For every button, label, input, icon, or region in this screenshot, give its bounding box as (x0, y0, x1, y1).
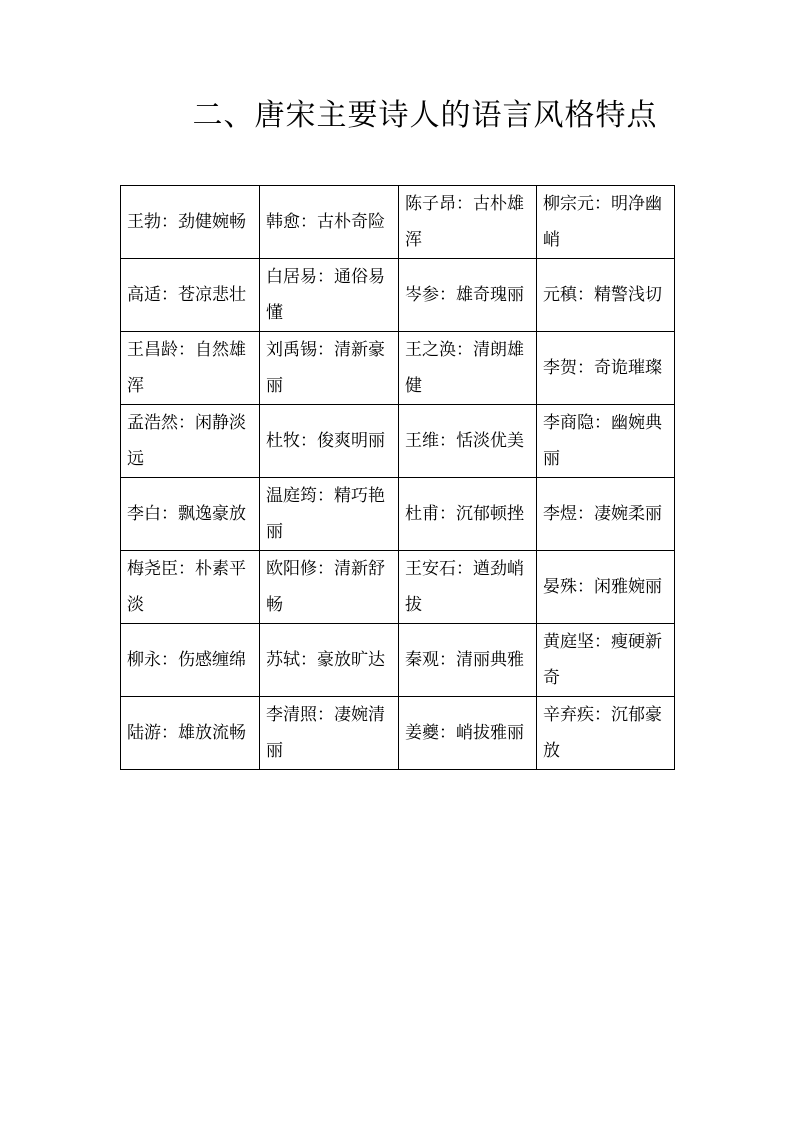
table-row (121, 259, 675, 332)
table-cell: 姜夔：峭拔雅丽 (399, 697, 537, 770)
table-cell: 岑参：雄奇瑰丽 (399, 259, 537, 332)
table-cell: 孟浩然：闲静淡远 (121, 405, 260, 478)
table-cell: 晏殊：闲雅婉丽 (537, 551, 675, 624)
table-cell: 高适：苍凉悲壮 (121, 259, 260, 332)
table-cell: 刘禹锡：清新豪丽 (260, 332, 399, 405)
table-cell: 李煜：凄婉柔丽 (537, 478, 675, 551)
table-cell: 黄庭坚：瘦硬新奇 (537, 624, 675, 697)
table-row (121, 405, 675, 478)
table-cell: 柳宗元：明净幽峭 (537, 186, 675, 259)
page-title: 二、唐宋主要诗人的语言风格特点 (192, 98, 658, 133)
table-cell: 杜甫：沉郁顿挫 (399, 478, 537, 551)
table-cell: 梅尧臣：朴素平淡 (121, 551, 260, 624)
table-cell: 白居易：通俗易懂 (260, 259, 399, 332)
table-cell: 王勃：劲健婉畅 (121, 186, 260, 259)
table-cell: 韩愈：古朴奇险 (260, 186, 399, 259)
table-cell: 王昌龄：自然雄浑 (121, 332, 260, 405)
table-cell: 温庭筠：精巧艳丽 (260, 478, 399, 551)
table-row (121, 186, 675, 259)
table-cell: 王维：恬淡优美 (399, 405, 537, 478)
table-cell: 欧阳修：清新舒畅 (260, 551, 399, 624)
table-cell: 李贺：奇诡璀璨 (537, 332, 675, 405)
table-cell: 苏轼：豪放旷达 (260, 624, 399, 697)
table-row (121, 478, 675, 551)
table-cell: 陆游：雄放流畅 (121, 697, 260, 770)
table-row (121, 624, 675, 697)
poet-style-table (120, 185, 675, 770)
table-cell: 柳永：伤感缠绵 (121, 624, 260, 697)
table-row (121, 697, 675, 770)
table-cell: 王安石：遒劲峭拔 (399, 551, 537, 624)
table-cell: 李白：飘逸豪放 (121, 478, 260, 551)
table-cell: 秦观：清丽典雅 (399, 624, 537, 697)
table-cell: 陈子昂：古朴雄浑 (399, 186, 537, 259)
table-row (121, 551, 675, 624)
table-cell: 李清照：凄婉清丽 (260, 697, 399, 770)
table-cell: 元稹：精警浅切 (537, 259, 675, 332)
table-cell: 杜牧：俊爽明丽 (260, 405, 399, 478)
table-row (121, 332, 675, 405)
table-cell: 王之涣：清朗雄健 (399, 332, 537, 405)
table-cell: 辛弃疾：沉郁豪放 (537, 697, 675, 770)
table-cell: 李商隐：幽婉典丽 (537, 405, 675, 478)
